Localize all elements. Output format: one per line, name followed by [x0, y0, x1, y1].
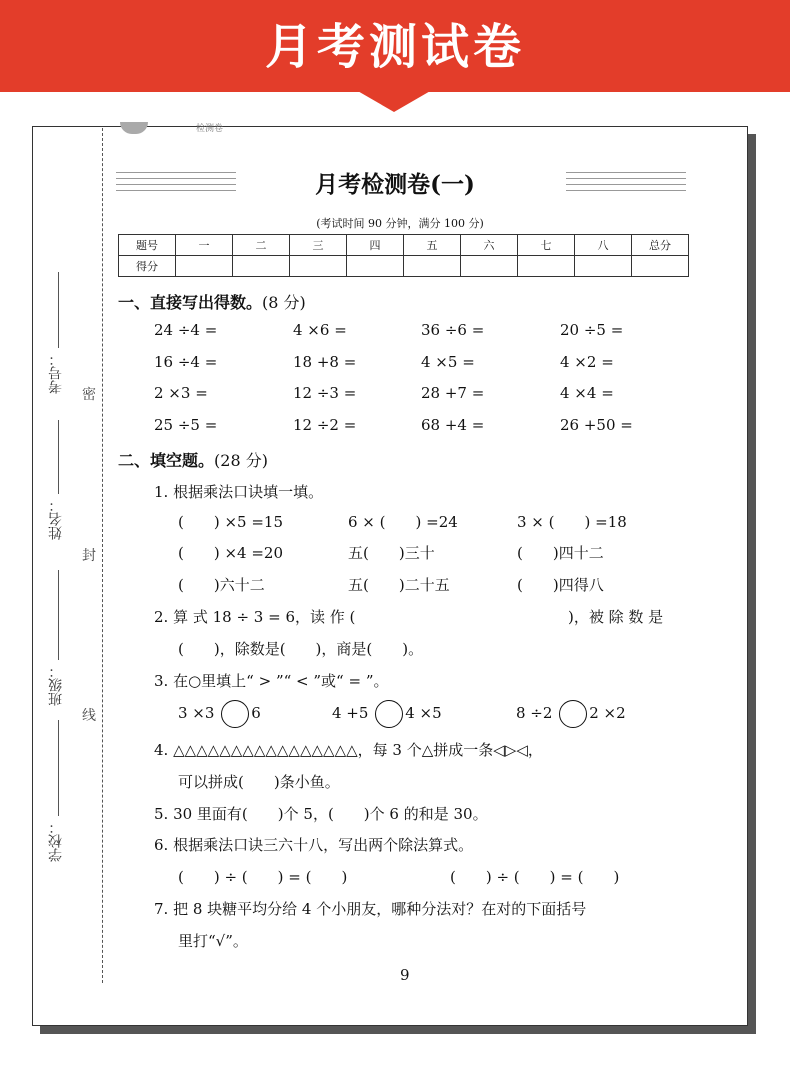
title-decoration-right: [566, 172, 686, 196]
compare-item: [516, 700, 626, 728]
score-header-cell: 五: [404, 235, 461, 256]
school-line: [58, 720, 59, 816]
score-cell: [233, 256, 290, 277]
compare-item: [178, 700, 261, 728]
score-header-cell: 四: [347, 235, 404, 256]
q1-item: ( ) ×5 =15: [178, 513, 284, 531]
compare-circle-icon[interactable]: [221, 700, 249, 728]
score-cell: [461, 256, 518, 277]
seal-char-xian: 线: [82, 708, 96, 724]
q4-line1: 4. △△△△△△△△△△△△△△△△，每 3 个△拼成一条◁▷◁，: [154, 741, 543, 759]
school-label: 学校：: [48, 820, 64, 862]
score-header-cell: 七: [518, 235, 575, 256]
q1-item: 6 × ( ) =24: [348, 513, 458, 531]
score-header-cell: 三: [290, 235, 347, 256]
section2-title: 二、填空题。: [118, 451, 215, 470]
score-header-cell: 二: [233, 235, 290, 256]
score-table-row: [119, 256, 689, 277]
section1-heading: [118, 290, 306, 313]
q6-formula-2: ( ) ÷ ( ) = ( ): [450, 868, 620, 886]
score-cell: [347, 256, 404, 277]
score-header-cell: 八: [575, 235, 632, 256]
score-header-cell: 题号: [119, 235, 176, 256]
calc-item: 18 +8 =: [293, 353, 357, 371]
q1-item: ( )六十二: [178, 576, 265, 594]
q1-item: 五( )二十五: [348, 576, 450, 594]
score-cell: [575, 256, 632, 277]
q2-line1: 2. 算 式 18 ÷ 3 = 6，读 作 (: [154, 608, 356, 626]
exam-no-line: [58, 272, 59, 348]
test-subtitle: (考试时间 90 分钟，满分 100 分): [316, 217, 484, 230]
calc-item: 25 ÷5 =: [154, 416, 218, 434]
section2-points: (28 分): [214, 451, 268, 470]
calc-item: 20 ÷5 =: [560, 321, 624, 339]
score-table-header-row: [119, 235, 689, 256]
compare-left: 3 ×3: [178, 704, 215, 722]
q2-line2: ( )，除数是( )，商是( )。: [178, 640, 424, 658]
score-cell: [290, 256, 347, 277]
calc-item: 24 ÷4 =: [154, 321, 218, 339]
q5-text: 5. 30 里面有( )个 5，( )个 6 的和是 30。: [154, 805, 488, 823]
title-decoration-left: [116, 172, 236, 196]
score-header-cell: 六: [461, 235, 518, 256]
score-row-label: 得分: [119, 256, 176, 277]
calc-item: 36 ÷6 =: [421, 321, 485, 339]
compare-item: [332, 700, 442, 728]
compare-circle-icon[interactable]: [375, 700, 403, 728]
name-label: 姓名：: [48, 498, 64, 540]
q1-item: ( )四得八: [517, 576, 604, 594]
banner: [0, 0, 790, 92]
compare-right: 2 ×2: [589, 704, 626, 722]
calc-item: 4 ×2 =: [560, 353, 614, 371]
calc-item: 4 ×6 =: [293, 321, 347, 339]
q4-line2: 可以拼成( )条小鱼。: [178, 773, 340, 791]
calc-item: 68 +4 =: [421, 416, 485, 434]
class-line: [58, 570, 59, 660]
q2-line1-end: )，被 除 数 是: [568, 608, 664, 626]
score-table: [118, 234, 689, 277]
q1-item: ( )四十二: [517, 544, 604, 562]
compare-right: 6: [251, 704, 261, 722]
q7-line2: 里打“√”。: [178, 932, 248, 950]
calc-item: 12 ÷3 =: [293, 384, 357, 402]
name-line: [58, 420, 59, 494]
q1-item: ( ) ×4 =20: [178, 544, 284, 562]
calc-item: 16 ÷4 =: [154, 353, 218, 371]
compare-left: 4 +5: [332, 704, 369, 722]
compare-left: 8 ÷2: [516, 704, 553, 722]
score-cell: [404, 256, 461, 277]
class-label: 班级：: [48, 664, 64, 706]
q6-formula-1: ( ) ÷ ( ) = ( ): [178, 868, 348, 886]
page-number: 9: [400, 966, 410, 984]
binding-dashed-line: [102, 128, 103, 983]
score-header-cell: 一: [176, 235, 233, 256]
q6-text: 6. 根据乘法口诀三六十八，写出两个除法算式。: [154, 836, 474, 854]
banner-arrow: [356, 90, 432, 112]
section2-heading: [118, 448, 268, 471]
seal-char-feng: 封: [82, 548, 96, 564]
score-cell: [176, 256, 233, 277]
calc-item: 26 +50 =: [560, 416, 633, 434]
q3-text: 3. 在○里填上“ > ”“ < ”或“ = ”。: [154, 672, 389, 690]
test-title: 月考检测卷(一): [315, 171, 475, 198]
header-logo-text: 检测卷: [196, 124, 224, 134]
q7-line1: 7. 把 8 块糖平均分给 4 个小朋友，哪种分法对？在对的下面括号: [154, 900, 587, 918]
section1-points: (8 分): [262, 293, 306, 312]
score-cell: [518, 256, 575, 277]
calc-item: 12 ÷2 =: [293, 416, 357, 434]
calc-item: 4 ×4 =: [560, 384, 614, 402]
seal-char-mi: 密: [82, 387, 96, 403]
compare-right: 4 ×5: [405, 704, 442, 722]
calc-item: 4 ×5 =: [421, 353, 475, 371]
q1-text: 1. 根据乘法口诀填一填。: [154, 483, 324, 501]
compare-circle-icon[interactable]: [559, 700, 587, 728]
score-cell: [632, 256, 689, 277]
banner-title: 月考测试卷: [264, 19, 525, 75]
q1-item: 3 × ( ) =18: [517, 513, 627, 531]
calc-item: 2 ×3 =: [154, 384, 208, 402]
calc-item: 28 +7 =: [421, 384, 485, 402]
section1-title: 一、直接写出得数。: [118, 293, 263, 312]
score-header-cell: 总分: [632, 235, 689, 256]
exam-no-label: 考号：: [48, 352, 64, 394]
q1-item: 五( )三十: [348, 544, 435, 562]
